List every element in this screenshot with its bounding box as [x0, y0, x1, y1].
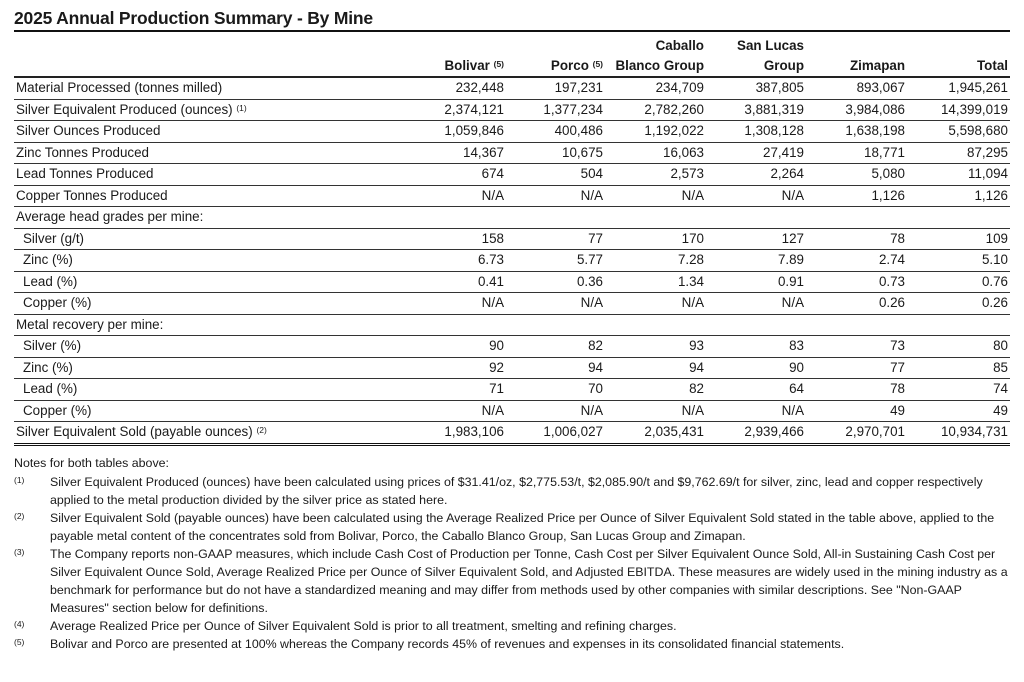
cell-total: 109 [907, 228, 1010, 250]
cell-total: 14,399,019 [907, 99, 1010, 121]
cell-total: 49 [907, 400, 1010, 422]
footnotes [14, 454, 1010, 653]
cell-porco: 5.77 [506, 250, 605, 272]
cell-porco: N/A [506, 400, 605, 422]
cell-zimapan [806, 314, 907, 336]
row-label: Silver Equivalent Produced (ounces) $^{(1)}$ [14, 99, 372, 121]
cell-caballo-blanco: N/A [605, 185, 706, 207]
section-header-row [14, 207, 1010, 229]
cell-caballo-blanco [605, 207, 706, 229]
cell-total: 1,945,261 [907, 77, 1010, 99]
footnote: (4) Average Realized Price per Ounce of Silver Equivalent Sold is prior to all treatment, smelting and refining charges. [14, 618, 677, 633]
table-row [14, 357, 1010, 379]
cell-bolivar: 674 [372, 164, 506, 186]
header-porco: Porco $^{(5)}$ [506, 32, 605, 77]
cell-caballo-blanco: 82 [605, 379, 706, 401]
cell-san-lucas: 0.91 [706, 271, 806, 293]
cell-san-lucas: N/A [706, 400, 806, 422]
cell-porco: 197,231 [506, 77, 605, 99]
table-row [14, 228, 1010, 250]
cell-san-lucas: 1,308,128 [706, 121, 806, 143]
cell-zimapan: 0.73 [806, 271, 907, 293]
cell-porco: 1,006,027 [506, 422, 605, 445]
cell-bolivar [372, 314, 506, 336]
cell-total: 74 [907, 379, 1010, 401]
footnote: (2) Silver Equivalent Sold (payable ounces) have been calculated using the Average Realized Price per Ounce of Silver Equivalent Sold stated in the table above, applied to the payable metal content of the concentrates sold from Bolivar, Porco, the Caballo Blanco Group, San Lucas Group and Zimapan. [14, 510, 995, 543]
cell-zimapan: 1,638,198 [806, 121, 907, 143]
cell-san-lucas [706, 314, 806, 336]
cell-total: 0.76 [907, 271, 1010, 293]
cell-bolivar: 6.73 [372, 250, 506, 272]
cell-caballo-blanco: 1.34 [605, 271, 706, 293]
cell-caballo-blanco: 2,782,260 [605, 99, 706, 121]
table-row [14, 121, 1010, 143]
table-row [14, 77, 1010, 99]
row-label: Zinc Tonnes Produced [14, 142, 372, 164]
cell-porco: N/A [506, 185, 605, 207]
cell-porco: 94 [506, 357, 605, 379]
cell-caballo-blanco: 2,573 [605, 164, 706, 186]
cell-zimapan: 78 [806, 379, 907, 401]
table-row [14, 422, 1010, 445]
row-label: Silver Ounces Produced [14, 121, 372, 143]
cell-zimapan: 2.74 [806, 250, 907, 272]
cell-porco: 70 [506, 379, 605, 401]
cell-porco: 504 [506, 164, 605, 186]
row-label: Lead (%) [14, 271, 372, 293]
cell-zimapan: 49 [806, 400, 907, 422]
cell-bolivar: 2,374,121 [372, 99, 506, 121]
cell-total: 11,094 [907, 164, 1010, 186]
header-zimapan: Zimapan [806, 32, 907, 77]
row-label: Copper Tonnes Produced [14, 185, 372, 207]
table-row [14, 293, 1010, 315]
cell-bolivar: 1,059,846 [372, 121, 506, 143]
cell-zimapan: 3,984,086 [806, 99, 907, 121]
cell-total: 0.26 [907, 293, 1010, 315]
cell-total [907, 314, 1010, 336]
section-header-row [14, 314, 1010, 336]
cell-bolivar: N/A [372, 293, 506, 315]
cell-caballo-blanco: 2,035,431 [605, 422, 706, 445]
row-label: Lead Tonnes Produced [14, 164, 372, 186]
document-page [14, 6, 1010, 653]
cell-caballo-blanco: N/A [605, 293, 706, 315]
cell-porco [506, 207, 605, 229]
header-caballo-blanco: Caballo Blanco Group [605, 32, 706, 77]
cell-bolivar: N/A [372, 185, 506, 207]
cell-total: 85 [907, 357, 1010, 379]
cell-total [907, 207, 1010, 229]
table-row [14, 99, 1010, 121]
table-header-row [14, 32, 1010, 77]
header-bolivar: Bolivar $^{(5)}$ [372, 32, 506, 77]
cell-porco [506, 314, 605, 336]
footnote: (5) Bolivar and Porco are presented at 100% whereas the Company records 45% of revenues and expenses in its consolidated financial statements. [14, 636, 845, 651]
row-label: Silver (g/t) [14, 228, 372, 250]
cell-total: 5,598,680 [907, 121, 1010, 143]
cell-san-lucas: 3,881,319 [706, 99, 806, 121]
table-row [14, 185, 1010, 207]
cell-san-lucas: 90 [706, 357, 806, 379]
cell-porco: 0.36 [506, 271, 605, 293]
cell-bolivar: 71 [372, 379, 506, 401]
row-label: Metal recovery per mine: [14, 314, 372, 336]
cell-zimapan: 1,126 [806, 185, 907, 207]
cell-caballo-blanco: 93 [605, 336, 706, 358]
cell-zimapan: 893,067 [806, 77, 907, 99]
cell-zimapan: 2,970,701 [806, 422, 907, 445]
row-label: Silver Equivalent Sold (payable ounces) $^{(2)}$ [14, 422, 372, 445]
notes-heading: Notes for both tables above: [14, 455, 169, 470]
cell-bolivar: 14,367 [372, 142, 506, 164]
cell-san-lucas [706, 207, 806, 229]
cell-bolivar: 158 [372, 228, 506, 250]
cell-caballo-blanco [605, 314, 706, 336]
cell-san-lucas: N/A [706, 293, 806, 315]
table-row [14, 336, 1010, 358]
row-label: Zinc (%) [14, 357, 372, 379]
cell-zimapan: 18,771 [806, 142, 907, 164]
header-san-lucas: San Lucas Group [706, 32, 806, 77]
table-row [14, 271, 1010, 293]
cell-zimapan: 77 [806, 357, 907, 379]
cell-san-lucas: 7.89 [706, 250, 806, 272]
cell-san-lucas: 2,264 [706, 164, 806, 186]
cell-zimapan: 73 [806, 336, 907, 358]
table-row [14, 250, 1010, 272]
footnote: (3) The Company reports non-GAAP measures, which include Cash Cost of Production per Tonne, Cash Cost per Silver Equivalent Ounce Sold, All-in Sustaining Cash Cost per Silver Equivalent Ounce Sold, Average Realized Price per Ounce of Silver Equivalent Sold, and Adjusted EBITDA. These measures are widely used in the mining industry as a benchmark for performance but do not have a standardized meaning and may differ from methods used by other companies with similar descriptions. See "Non-GAAP Measures" section below for definitions. [14, 546, 1008, 615]
cell-caballo-blanco: N/A [605, 400, 706, 422]
table-row [14, 379, 1010, 401]
row-label: Average head grades per mine: [14, 207, 372, 229]
table-row [14, 400, 1010, 422]
cell-bolivar: 232,448 [372, 77, 506, 99]
header-label-blank [14, 32, 372, 77]
cell-bolivar: N/A [372, 400, 506, 422]
cell-zimapan [806, 207, 907, 229]
cell-porco: 10,675 [506, 142, 605, 164]
table-row [14, 164, 1010, 186]
cell-zimapan: 78 [806, 228, 907, 250]
cell-san-lucas: 387,805 [706, 77, 806, 99]
cell-porco: N/A [506, 293, 605, 315]
cell-zimapan: 5,080 [806, 164, 907, 186]
cell-total: 1,126 [907, 185, 1010, 207]
cell-porco: 82 [506, 336, 605, 358]
cell-caballo-blanco: 16,063 [605, 142, 706, 164]
cell-total: 5.10 [907, 250, 1010, 272]
row-label: Copper (%) [14, 400, 372, 422]
table-row [14, 142, 1010, 164]
cell-zimapan: 0.26 [806, 293, 907, 315]
footnote: (1) Silver Equivalent Produced (ounces) have been calculated using prices of $31.41/oz, $2,775.53/t, $2,085.90/t and $9,762.69/t for silver, zinc, lead and copper respectively applied to the metal production divided by the silver price as stated here. [14, 474, 983, 507]
cell-san-lucas: 127 [706, 228, 806, 250]
cell-total: 80 [907, 336, 1010, 358]
row-label: Material Processed (tonnes milled) [14, 77, 372, 99]
cell-san-lucas: 64 [706, 379, 806, 401]
cell-bolivar [372, 207, 506, 229]
production-summary-table [14, 32, 1010, 446]
cell-caballo-blanco: 1,192,022 [605, 121, 706, 143]
header-total: Total [907, 32, 1010, 77]
cell-bolivar: 92 [372, 357, 506, 379]
cell-total: 87,295 [907, 142, 1010, 164]
cell-san-lucas: 83 [706, 336, 806, 358]
cell-san-lucas: 2,939,466 [706, 422, 806, 445]
cell-bolivar: 90 [372, 336, 506, 358]
row-label: Zinc (%) [14, 250, 372, 272]
cell-total: 10,934,731 [907, 422, 1010, 445]
row-label: Lead (%) [14, 379, 372, 401]
cell-porco: 77 [506, 228, 605, 250]
cell-bolivar: 1,983,106 [372, 422, 506, 445]
cell-caballo-blanco: 7.28 [605, 250, 706, 272]
cell-bolivar: 0.41 [372, 271, 506, 293]
cell-san-lucas: N/A [706, 185, 806, 207]
cell-porco: 400,486 [506, 121, 605, 143]
cell-caballo-blanco: 234,709 [605, 77, 706, 99]
cell-caballo-blanco: 170 [605, 228, 706, 250]
cell-caballo-blanco: 94 [605, 357, 706, 379]
page-title: 2025 Annual Production Summary - By Mine [14, 6, 1010, 32]
row-label: Copper (%) [14, 293, 372, 315]
cell-porco: 1,377,234 [506, 99, 605, 121]
row-label: Silver (%) [14, 336, 372, 358]
cell-san-lucas: 27,419 [706, 142, 806, 164]
